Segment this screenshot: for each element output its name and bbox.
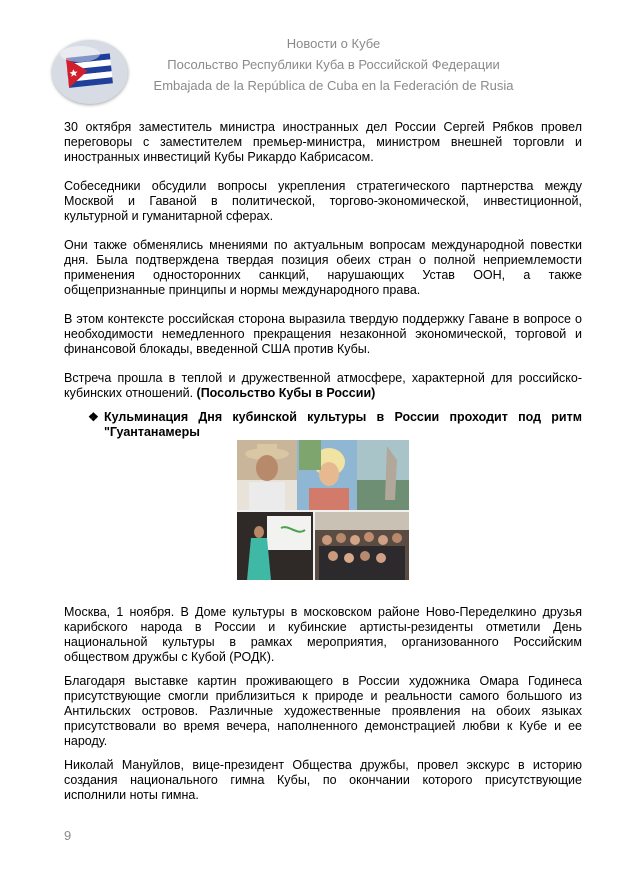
paragraph: В этом контексте российская сторона выразила твердую поддержку Гаване в вопросе о необходимости немедленного прекращения незаконной экономической, торговой и финансовой блокады, введенной США против Кубы.	[64, 312, 582, 356]
photo-painting-portrait	[297, 440, 357, 510]
article-2-heading	[88, 410, 582, 440]
photo-painting-landscape	[357, 440, 409, 510]
paragraph: Благодаря выставке картин проживающего в России художника Омара Годинеса присутствующие смогли приблизиться к природе и реальности самого большого из Антильских островов. Различные художественные проявления на обоих языках присутствовали во время вечера, наполненного демонстрацией любви к Кубе и ее народу.	[64, 674, 582, 748]
header-title: Новости о Кубе	[286, 36, 381, 51]
article-1	[64, 120, 582, 415]
header-embassy-ru: Посольство Республики Куба в Российской Федерации	[167, 57, 500, 72]
paragraph: Они также обменялись мнениями по актуальным вопросам международной повестки дня. Была подтверждена твердая позиция обеих стран о полной неприемлемости применения односторонних санкций, нарушающих Устав ООН, а также общепризнанные принципы и нормы международного права.	[64, 238, 582, 297]
paragraph: Николай Мануйлов, вице-президент Общества дружбы, провел экскурс в историю создания национального гимна Кубы, по окончании которого присутствующие исполнили ноты гимна.	[64, 758, 582, 802]
paragraph: Собеседники обсудили вопросы укрепления стратегического партнерства между Москвой и Гаваной в политической, торгово-экономической, инвестиционной, культурной и гуманитарной сферах.	[64, 179, 582, 223]
paragraph	[64, 371, 582, 401]
page-header	[0, 33, 627, 96]
paragraph-text: Встреча прошла в теплой и дружественной атмосфере, характерной для российско-кубинских отношений.	[64, 371, 582, 400]
photo-group	[315, 512, 409, 580]
heading-text: Кульминация Дня кубинской культуры в России проходит под ритм "Гуантанамеры	[104, 410, 582, 439]
photo-singer	[237, 512, 313, 580]
photo-artist	[237, 440, 297, 510]
article-2	[64, 605, 582, 812]
page-number: 9	[64, 828, 72, 843]
paragraph: 30 октября заместитель министра иностранных дел России Сергей Рябков провел переговоры с заместителем премьер-министра, министром внешней торговли и иностранных инвестиций Кубы Рикардо Кабрисасом.	[64, 120, 582, 164]
bullet-diamond-icon: ❖	[88, 410, 99, 424]
paragraph: Москва, 1 ноября. В Доме культуры в московском районе Ново-Переделкино друзья карибского народа в России и кубинские артисты-резиденты отметили День национальной культуры в рамках мероприятия, организованного Российским обществом дружбы с Кубой (РОДК).	[64, 605, 582, 664]
source-credit: (Посольство Кубы в России)	[196, 386, 376, 400]
photo-collage	[237, 440, 409, 580]
header-embassy-es: Embajada de la República de Cuba en la Federación de Rusia	[153, 78, 514, 93]
